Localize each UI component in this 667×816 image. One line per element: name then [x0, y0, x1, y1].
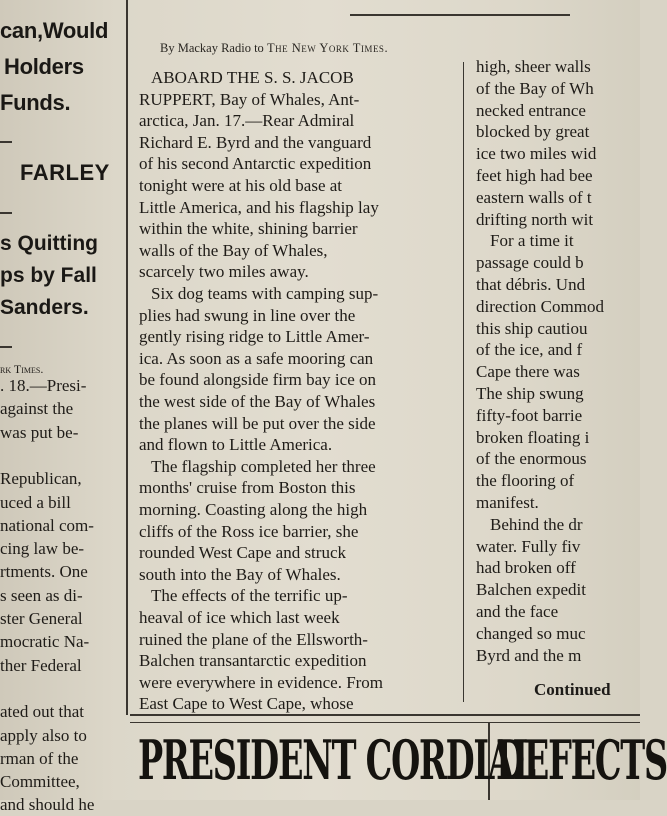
text-line: of the Bay of Wh — [476, 78, 594, 98]
main-article — [135, 55, 470, 715]
text-line: the planes will be put over the side — [139, 413, 376, 433]
left-subhead-line-3: Sanders. — [0, 296, 89, 319]
text-line: water. Fully fiv — [476, 536, 581, 556]
text-line: and flown to Little America. — [139, 435, 333, 455]
text-line: ruined the plane of the Ellsworth- — [139, 629, 368, 649]
text-line: that débris. Und — [476, 275, 586, 294]
text-line: were everywhere in evidence. From — [139, 672, 384, 692]
left-subhead-line-1: s Quitting — [0, 232, 98, 255]
text-line: The ship swung — [476, 384, 584, 403]
text-line: drifting north wit — [476, 209, 594, 229]
text-line: The flagship completed her three — [151, 456, 376, 476]
text-line: against the — [0, 399, 74, 419]
credit-paper: The New York Times. — [266, 41, 389, 55]
text-line: rounded West Cape and struck — [139, 543, 346, 563]
text-line: changed so muc — [476, 623, 586, 643]
text-line: of the enormous — [476, 449, 587, 469]
text-line: rman of the — [0, 748, 79, 768]
left-column — [0, 0, 122, 815]
text-line: cing law be- — [0, 539, 85, 559]
right-column — [474, 52, 640, 712]
text-line: arctica, Jan. 17.—Rear Admiral — [139, 111, 355, 131]
text-line: and should he — [0, 795, 95, 815]
text-line: eastern walls of t — [476, 187, 592, 207]
text-line: apply also to — [0, 725, 87, 745]
text-line: ica. As soon as a safe mooring can — [139, 348, 374, 368]
text-line: Cape there was — [476, 362, 580, 382]
text-line: ster General — [0, 609, 83, 628]
text-line: . 18.—Presi- — [0, 376, 87, 395]
text-line: The effects of the terrific up- — [151, 586, 348, 606]
left-headline-line-3: Funds. — [0, 90, 71, 115]
text-line: East Cape to West Cape, whose — [139, 694, 354, 714]
left-credit: rk Times. — [0, 362, 44, 376]
text-line: Richard E. Byrd and the vanguard — [139, 132, 372, 152]
left-headline-line-2: Holders — [4, 54, 84, 79]
text-line: fifty-foot barrie — [476, 405, 583, 425]
text-line: walls of the Bay of Whales, — [139, 240, 328, 260]
text-line: Republican, — [0, 469, 82, 489]
text-line: of his second Antarctic expedition — [139, 154, 372, 174]
text-line: high, sheer walls — [476, 57, 591, 76]
text-line: this ship cautiou — [476, 318, 588, 338]
text-line: heaval of ice which last week — [139, 608, 340, 627]
column-rule — [126, 0, 128, 715]
divider-dash — [0, 141, 12, 143]
text-line: Six dog teams with camping sup- — [151, 284, 379, 303]
text-line: had broken off — [476, 558, 576, 578]
bottom-headline-left: PRESIDENT CORDIAL — [138, 728, 535, 792]
text-line: cliffs of the Ross ice barrier, she — [139, 521, 359, 541]
left-subhead-line-2: ps by Fall — [0, 264, 97, 287]
text-line: Behind the dr — [490, 514, 583, 534]
text-line: rtments. One — [0, 562, 88, 582]
text-line: Byrd and the m — [476, 645, 582, 665]
text-line: of the ice, and f — [476, 340, 583, 360]
text-line: broken floating i — [476, 427, 590, 447]
text-line: ther Federal — [0, 655, 82, 675]
text-line: scarcely two miles away. — [139, 262, 309, 282]
text-line: Balchen expedit — [476, 580, 586, 600]
text-line: mocratic Na- — [0, 632, 90, 652]
text-line: ABOARD THE S. S. JACOB — [151, 68, 354, 87]
top-rule — [350, 14, 570, 16]
text-line: Committee, — [0, 772, 80, 792]
text-line: within the white, shining barrier — [139, 219, 358, 239]
text-line: gently rising ridge to Little Amer- — [139, 327, 370, 347]
text-line: uced a bill — [0, 492, 71, 512]
text-line: direction Commod — [476, 296, 604, 316]
text-line: and the face — [476, 602, 559, 621]
credit-prefix: By Mackay Radio to — [160, 41, 264, 55]
text-line: passage could b — [476, 253, 584, 273]
text-line: ated out that — [0, 702, 85, 722]
bottom-rule — [130, 722, 640, 723]
text-line: s seen as di- — [0, 585, 83, 605]
bottom-rule — [130, 714, 640, 716]
text-line: was put be- — [0, 422, 79, 442]
wire-credit — [160, 41, 388, 56]
text-line: For a time it — [490, 231, 574, 251]
bottom-headline-right: DEFECTS — [496, 728, 667, 792]
text-line: necked entrance — [476, 100, 586, 120]
text-line: tonight were at his old base at — [139, 176, 343, 195]
text-line: the west side of the Bay of Whales — [139, 392, 376, 411]
text-line: months' cruise from Boston this — [139, 478, 356, 498]
divider-dash — [0, 212, 12, 214]
text-line: national com- — [0, 515, 94, 535]
text-line: be found alongside firm bay ice on — [139, 370, 376, 390]
text-line: RUPPERT, Bay of Whales, Ant- — [139, 89, 360, 109]
text-line: blocked by great — [476, 122, 590, 142]
divider-dash — [0, 346, 12, 348]
text-line: Balchen transantarctic expedition — [139, 651, 367, 671]
text-line: south into the Bay of Whales. — [139, 564, 341, 584]
continued-label: Continued — [534, 680, 611, 699]
farley-subhead: FARLEY — [20, 160, 110, 185]
text-line: morning. Coasting along the high — [139, 500, 368, 519]
text-line: the flooring of — [476, 471, 575, 491]
left-headline-line-1: can,Would — [0, 18, 109, 43]
text-line: manifest. — [476, 493, 539, 512]
text-line: plies had swung in line over the — [139, 305, 356, 325]
text-line: feet high had bee — [476, 166, 593, 185]
text-line: ice two miles wid — [476, 144, 597, 164]
text-line: Little America, and his flagship lay — [139, 197, 379, 217]
